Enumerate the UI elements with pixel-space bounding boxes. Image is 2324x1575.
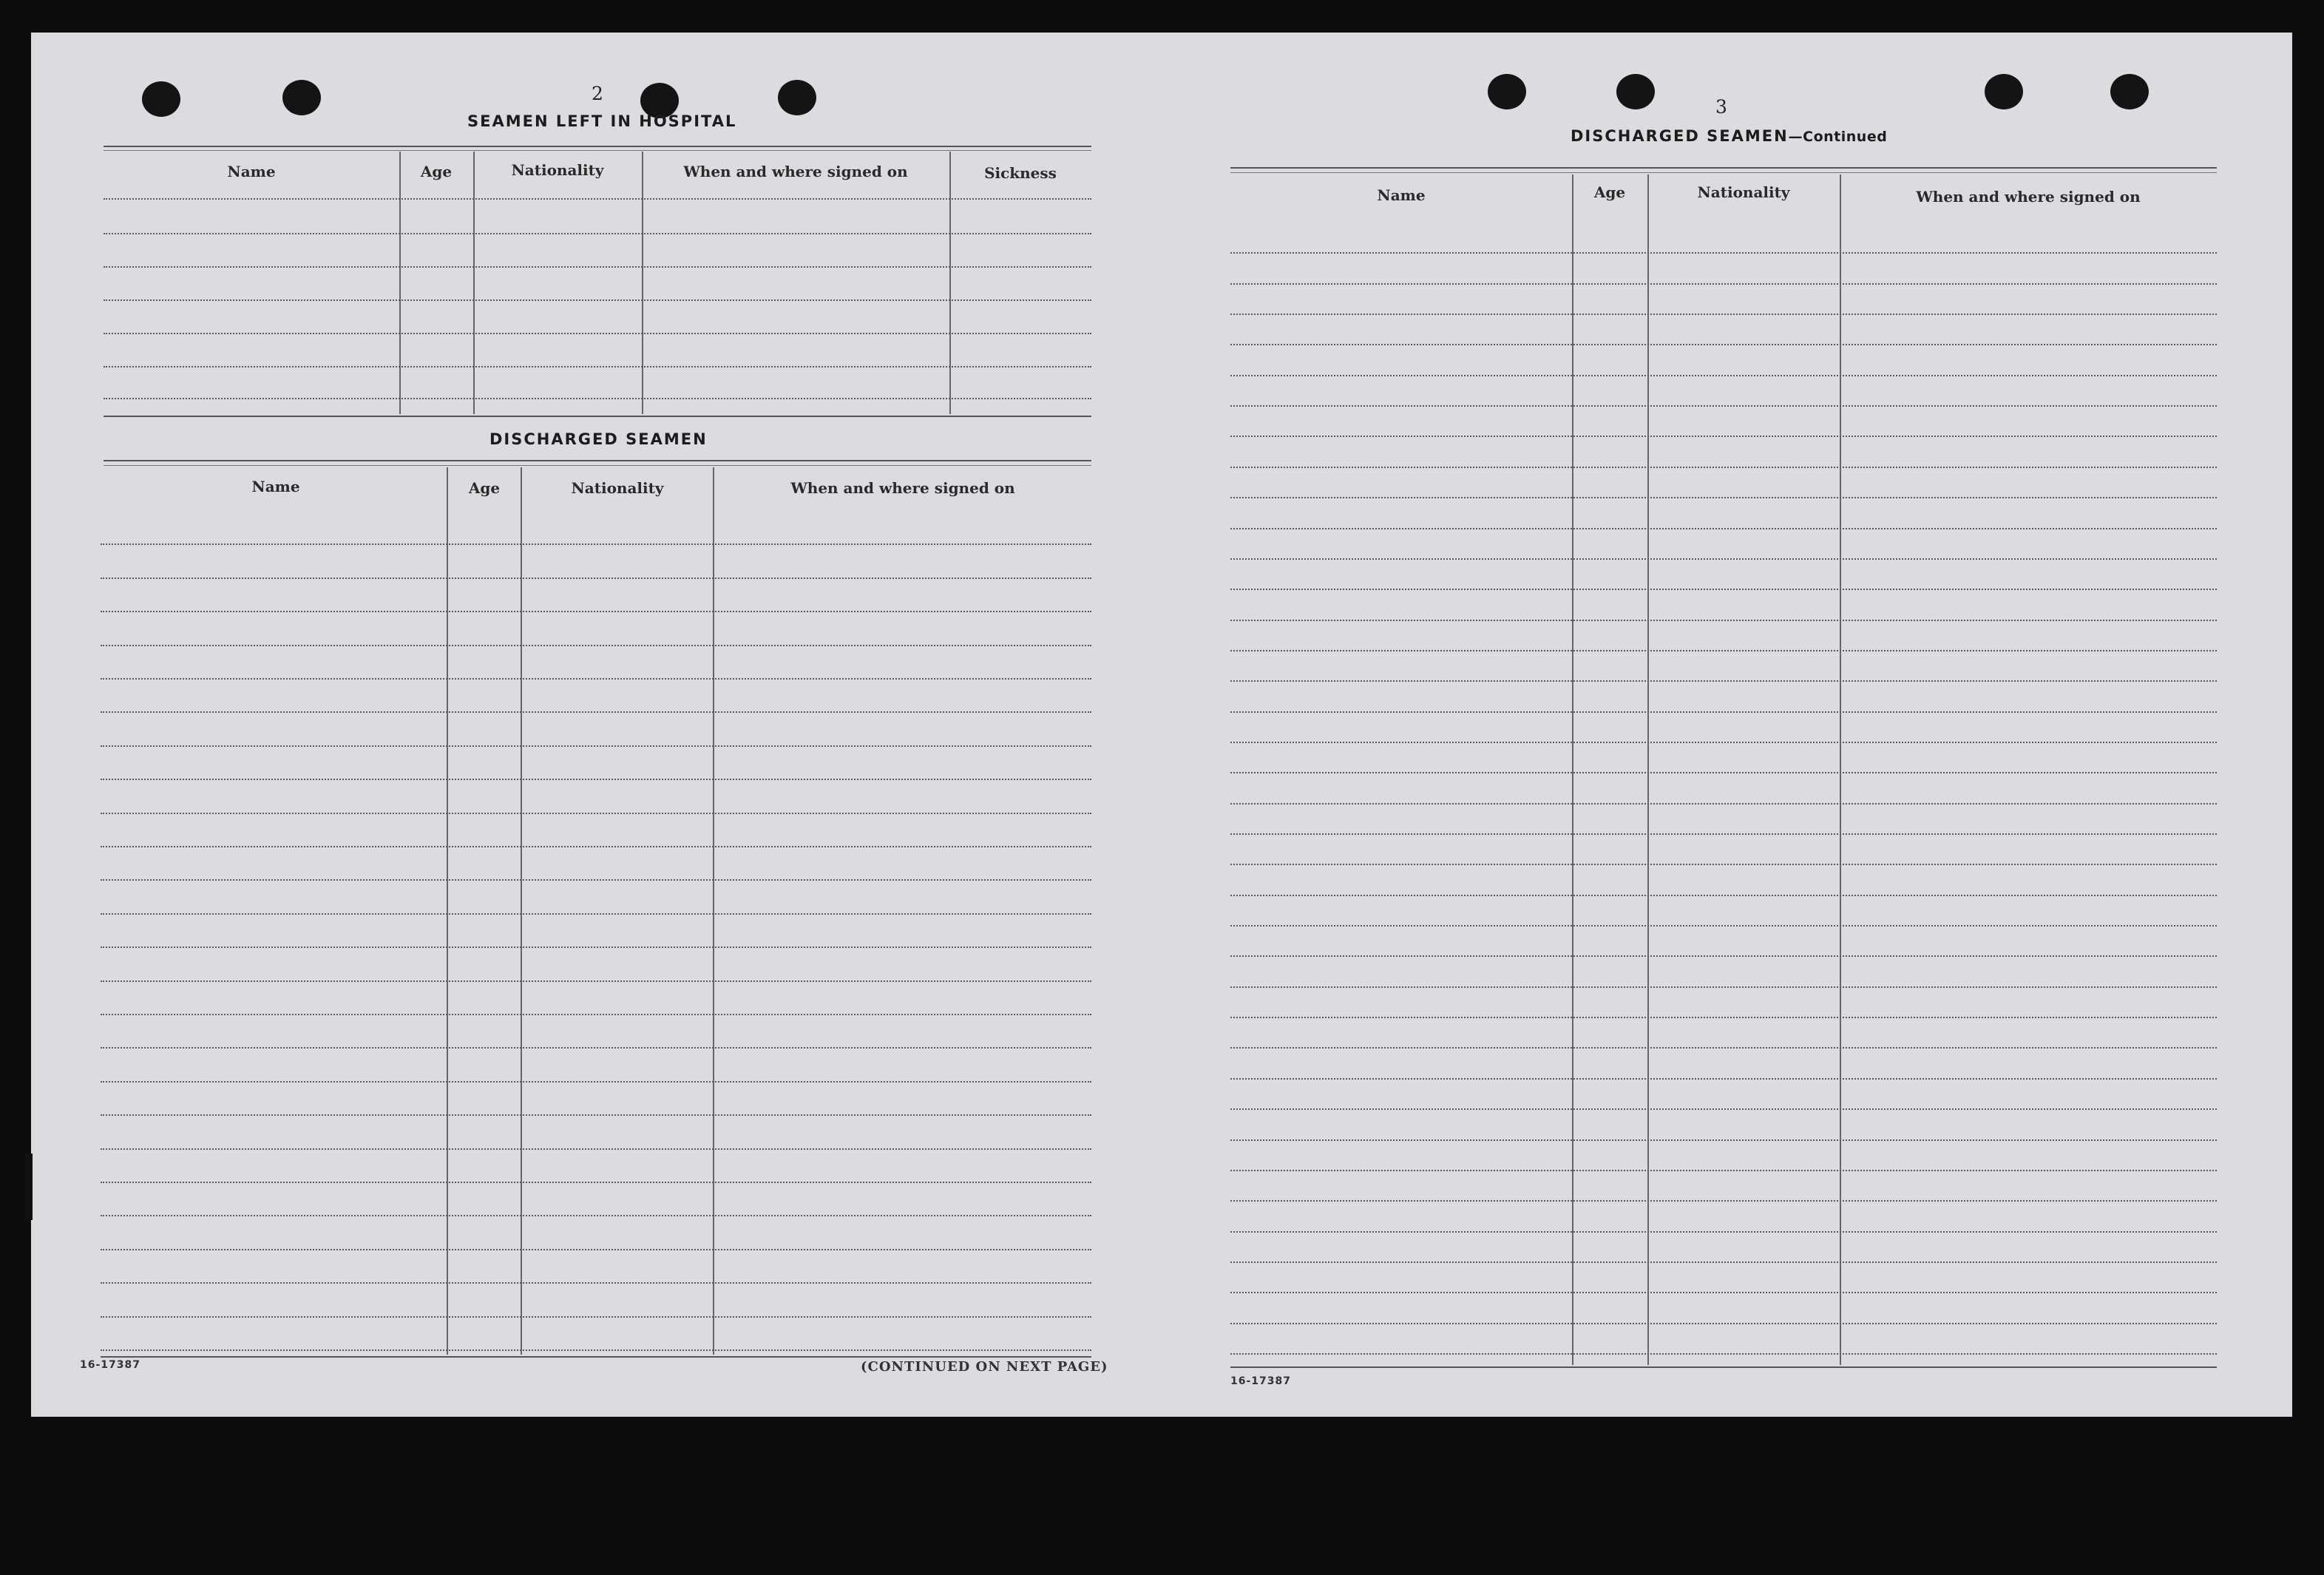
table-row <box>101 1114 1091 1116</box>
table-row <box>101 1349 1091 1351</box>
punch-hole <box>1985 74 2023 109</box>
table-row <box>101 543 1091 545</box>
table-row <box>1230 558 2217 560</box>
table-row <box>1230 344 2217 345</box>
discharged-continued-title-main: DISCHARGED SEAMEN <box>1571 127 1789 145</box>
punch-hole <box>282 80 321 115</box>
right-col-name: Name <box>1377 186 1426 204</box>
right-divider <box>1840 175 1841 1365</box>
table-row <box>1230 497 2217 498</box>
discharged-col-age: Age <box>468 479 501 497</box>
discharged-bottom-rule <box>101 1356 1091 1358</box>
table-row <box>101 678 1091 680</box>
table-row <box>1230 925 2217 927</box>
table-row <box>101 578 1091 579</box>
table-row <box>101 611 1091 612</box>
table-row <box>1230 986 2217 988</box>
table-row <box>1230 283 2217 285</box>
table-row <box>104 233 1091 234</box>
hospital-col-signed-on: When and where signed on <box>683 163 908 180</box>
right-col-nationality: Nationality <box>1697 183 1790 201</box>
table-row <box>101 1081 1091 1083</box>
table-row <box>1230 803 2217 805</box>
table-row <box>1230 1139 2217 1141</box>
discharged-top-rule <box>104 460 1091 461</box>
table-row <box>1230 1078 2217 1080</box>
punch-hole <box>1616 74 1655 109</box>
table-row <box>104 299 1091 301</box>
hospital-divider <box>473 152 475 414</box>
table-row <box>101 980 1091 982</box>
punch-hole <box>778 80 816 115</box>
table-row <box>101 1047 1091 1049</box>
ledger-sheet <box>31 33 2292 1417</box>
discharged-section-title: DISCHARGED SEAMEN <box>489 430 708 448</box>
hospital-col-age: Age <box>420 163 453 180</box>
hospital-section-title: SEAMEN LEFT IN HOSPITAL <box>467 112 737 130</box>
table-row <box>1230 1353 2217 1355</box>
table-row <box>1230 711 2217 713</box>
table-row <box>101 913 1091 915</box>
discharged-col-name: Name <box>251 478 300 495</box>
table-row <box>1230 895 2217 896</box>
table-row <box>1230 1170 2217 1171</box>
table-row <box>101 1014 1091 1015</box>
right-col-signed-on: When and where signed on <box>1916 188 2141 206</box>
table-row <box>101 1282 1091 1284</box>
table-row <box>1230 467 2217 468</box>
page-number-right: 3 <box>1715 96 1727 118</box>
punch-hole <box>142 81 180 117</box>
hospital-divider <box>949 152 951 414</box>
table-row <box>1230 1292 2217 1293</box>
table-row <box>1230 1017 2217 1018</box>
form-number-left: 16-17387 <box>80 1359 140 1371</box>
table-row <box>1230 375 2217 376</box>
right-col-age: Age <box>1593 183 1626 201</box>
table-row <box>101 1215 1091 1216</box>
form-number-right: 16-17387 <box>1230 1375 1291 1387</box>
table-row <box>1230 772 2217 773</box>
discharged-divider <box>521 467 522 1355</box>
table-row <box>101 1316 1091 1318</box>
hospital-bottom-rule <box>104 416 1091 417</box>
table-row <box>1230 650 2217 651</box>
continued-note: (CONTINUED ON NEXT PAGE) <box>861 1359 1108 1375</box>
table-row <box>1230 1108 2217 1110</box>
table-row <box>1230 833 2217 835</box>
table-row <box>101 1249 1091 1250</box>
table-row <box>1230 1047 2217 1049</box>
hospital-col-name: Name <box>227 163 276 180</box>
continued-suffix: —Continued <box>1788 129 1888 145</box>
table-row <box>1230 589 2217 590</box>
right-bottom-rule <box>1230 1366 2217 1368</box>
table-row <box>101 813 1091 814</box>
hospital-divider <box>642 152 643 414</box>
table-row <box>1230 1200 2217 1202</box>
table-row <box>101 946 1091 948</box>
table-row <box>1230 1261 2217 1263</box>
discharged-divider <box>713 467 714 1355</box>
table-row <box>104 398 1091 399</box>
discharged-divider <box>447 467 448 1355</box>
table-row <box>101 779 1091 780</box>
discharged-continued-title <box>1571 127 1887 145</box>
hospital-divider <box>399 152 401 414</box>
table-row <box>1230 955 2217 957</box>
table-row <box>1230 1323 2217 1324</box>
table-row <box>101 1182 1091 1183</box>
hospital-top-rule-2 <box>104 150 1091 151</box>
discharged-col-nationality: Nationality <box>571 479 664 497</box>
table-row <box>1230 1231 2217 1233</box>
table-row <box>1230 620 2217 621</box>
table-row <box>101 1148 1091 1150</box>
table-row <box>104 198 1091 200</box>
punch-hole <box>1488 74 1526 109</box>
table-row <box>101 645 1091 646</box>
right-divider <box>1572 175 1573 1365</box>
table-row <box>1230 680 2217 682</box>
punch-hole <box>2110 74 2149 109</box>
table-row <box>1230 742 2217 743</box>
table-row <box>1230 405 2217 407</box>
scan-edge-mark <box>25 1154 33 1220</box>
table-row <box>1230 314 2217 315</box>
table-row <box>104 366 1091 368</box>
right-top-rule-2 <box>1230 172 2217 173</box>
discharged-col-signed-on: When and where signed on <box>790 479 1015 497</box>
table-row <box>101 745 1091 747</box>
table-row <box>101 711 1091 713</box>
hospital-col-nationality: Nationality <box>511 161 604 179</box>
page-number-left: 2 <box>592 83 603 104</box>
table-row <box>1230 864 2217 865</box>
right-divider <box>1647 175 1649 1365</box>
hospital-top-rule <box>104 146 1091 147</box>
table-row <box>1230 528 2217 529</box>
table-row <box>1230 436 2217 437</box>
table-row <box>104 333 1091 334</box>
table-row <box>101 879 1091 881</box>
right-top-rule <box>1230 167 2217 169</box>
hospital-col-sickness: Sickness <box>984 164 1057 182</box>
table-row <box>1230 252 2217 254</box>
discharged-top-rule-2 <box>104 465 1091 466</box>
table-row <box>101 846 1091 847</box>
table-row <box>104 266 1091 268</box>
